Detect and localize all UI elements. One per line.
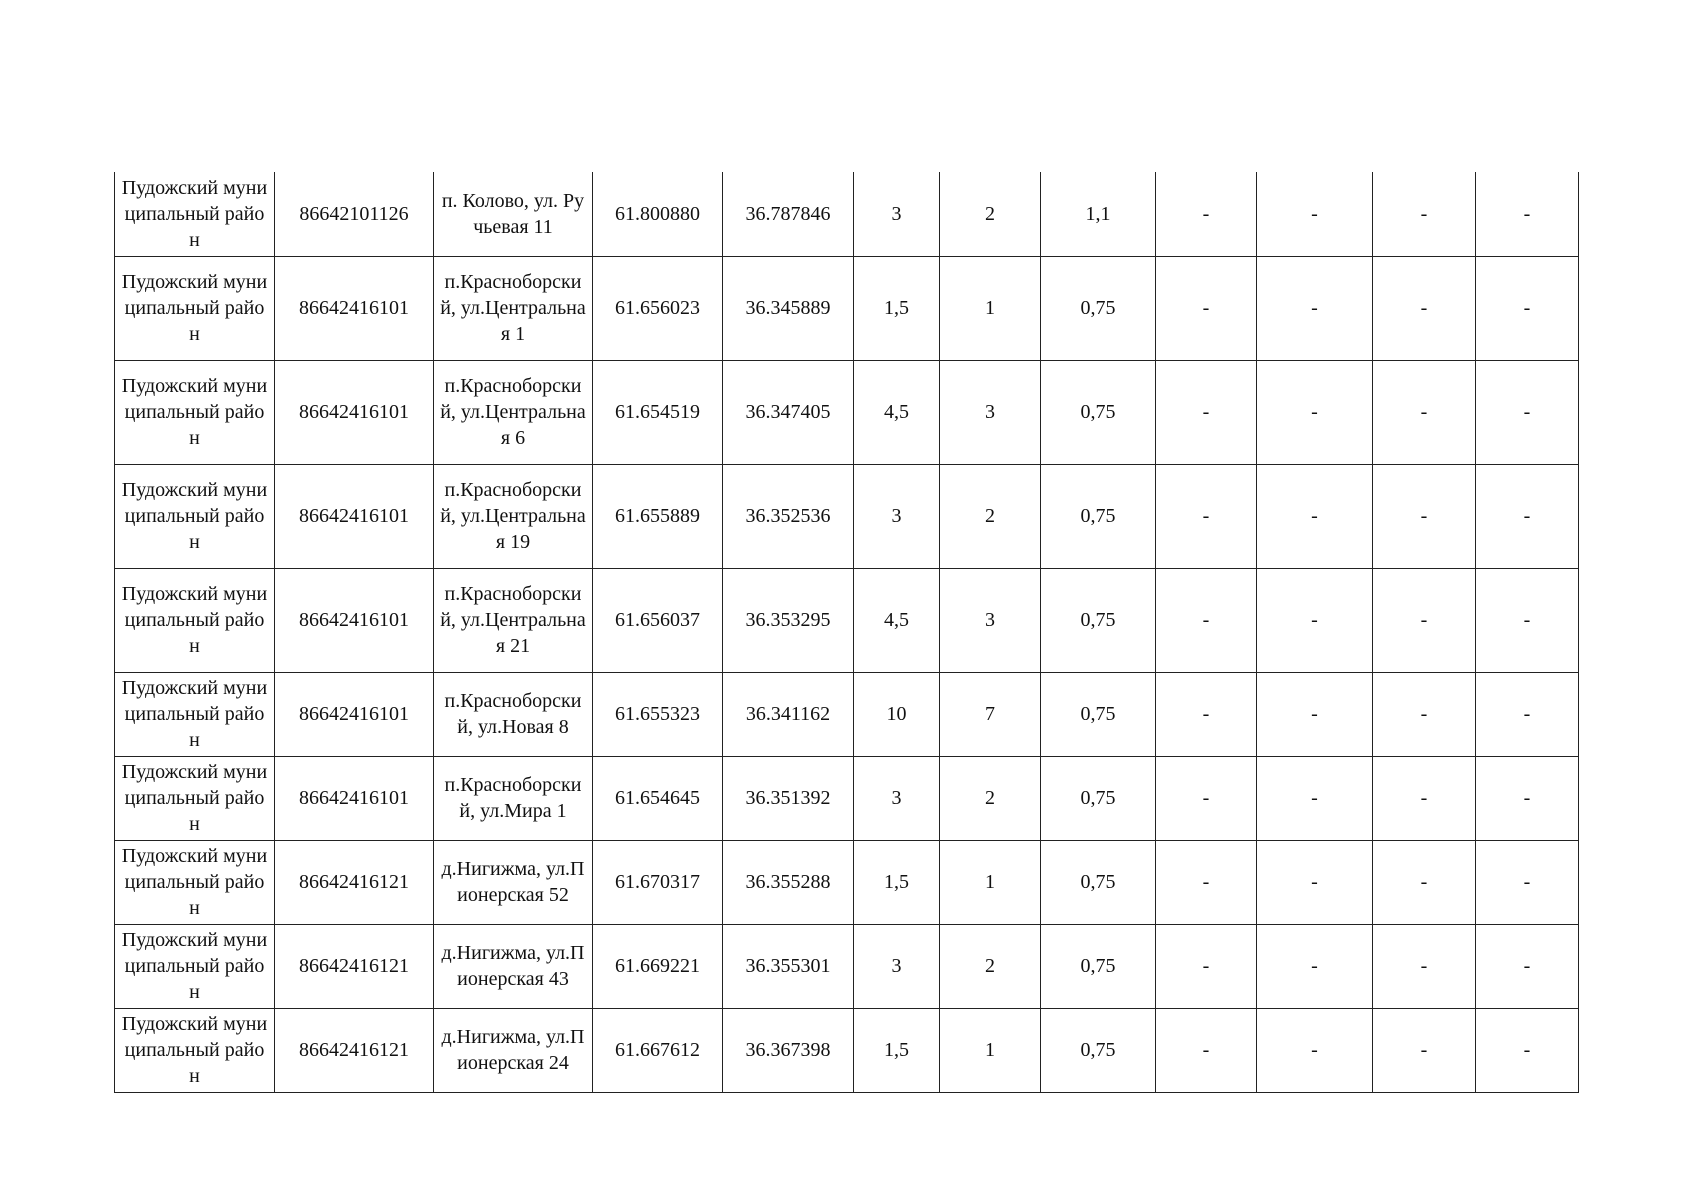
latitude-text: 61.655323 [615,703,700,725]
value-text-12: - [1523,1039,1531,1061]
longitude-cell [723,360,854,464]
longitude-text: 36.351392 [745,787,831,809]
value-text-6: 4,5 [884,609,909,631]
address-cell [434,840,593,924]
value-text-11: - [1420,505,1428,527]
value-cell-6 [854,672,940,756]
value-text-10: - [1311,787,1318,809]
district-cell [115,464,275,568]
address-cell [434,360,593,464]
district-text: Пудожский муниципальный район [121,761,268,835]
oktmo-text: 86642416101 [299,505,409,527]
value-text-6: 3 [891,505,902,527]
value-cell-9 [1156,924,1257,1008]
oktmo-text: 86642416101 [299,703,409,725]
value-text-12: - [1523,787,1531,809]
address-cell [434,672,593,756]
value-text-6: 10 [886,703,907,725]
value-text-7: 7 [985,703,995,725]
value-cell-9 [1156,672,1257,756]
value-text-10: - [1311,202,1318,225]
address-cell [434,756,593,840]
value-cell-8 [1041,924,1156,1008]
value-text-7: 2 [985,505,995,527]
latitude-cell [593,172,723,256]
value-cell-7 [940,568,1041,672]
value-cell-9 [1156,1008,1257,1092]
oktmo-text: 86642101126 [299,202,409,225]
value-text-8: 0,75 [1080,955,1116,977]
value-text-6: 4,5 [884,401,909,423]
value-cell-8 [1041,172,1156,256]
value-text-8: 1,1 [1085,202,1111,225]
value-text-10: - [1311,703,1318,725]
value-text-10: - [1311,1039,1318,1061]
value-cell-11 [1373,924,1476,1008]
latitude-cell [593,672,723,756]
value-cell-10 [1257,360,1373,464]
latitude-text: 61.670317 [615,871,700,893]
address-text: д.Нигижма, ул.Пионерская 24 [441,1026,585,1074]
value-text-10: - [1311,401,1318,423]
value-cell-12 [1476,1008,1579,1092]
value-cell-11 [1373,840,1476,924]
latitude-cell [593,464,723,568]
value-text-7: 1 [985,1039,995,1061]
oktmo-text: 86642416121 [299,1039,409,1061]
value-cell-6 [854,924,940,1008]
value-text-8: 0,75 [1080,297,1116,319]
oktmo-text: 86642416101 [299,787,409,809]
value-text-11: - [1420,609,1428,631]
address-text: п.Красноборский, ул.Новая 8 [444,690,582,738]
value-text-10: - [1311,871,1318,893]
value-cell-6 [854,1008,940,1092]
value-cell-12 [1476,672,1579,756]
value-cell-10 [1257,756,1373,840]
value-text-7: 2 [985,955,995,977]
value-text-6: 3 [891,955,902,977]
value-cell-7 [940,256,1041,360]
value-cell-7 [940,672,1041,756]
value-cell-11 [1373,568,1476,672]
value-cell-6 [854,840,940,924]
value-text-6: 1,5 [884,297,909,319]
value-text-9: - [1202,297,1210,319]
value-cell-11 [1373,172,1476,256]
value-text-9: - [1202,703,1210,725]
value-cell-10 [1257,256,1373,360]
value-cell-12 [1476,756,1579,840]
district-text: Пудожский муниципальный район [121,271,268,345]
longitude-cell [723,840,854,924]
longitude-cell [723,924,854,1008]
value-text-11: - [1420,1039,1428,1061]
value-cell-12 [1476,360,1579,464]
latitude-text: 61.656037 [615,609,700,631]
value-text-12: - [1523,703,1531,725]
value-text-12: - [1523,401,1531,423]
oktmo-cell [275,756,434,840]
value-text-6: 3 [891,787,902,809]
value-cell-8 [1041,1008,1156,1092]
value-text-8: 0,75 [1080,787,1116,809]
value-cell-8 [1041,840,1156,924]
table-row [115,840,1579,924]
value-text-8: 0,75 [1080,401,1116,423]
oktmo-cell [275,172,434,256]
value-cell-6 [854,256,940,360]
longitude-text: 36.353295 [745,609,831,631]
oktmo-cell [275,840,434,924]
district-text: Пудожский муниципальный район [121,583,268,657]
table-row [115,924,1579,1008]
address-text: п.Красноборский, ул.Центральная 6 [440,375,586,449]
value-cell-9 [1156,568,1257,672]
oktmo-cell [275,256,434,360]
value-cell-11 [1373,360,1476,464]
value-text-6: 3 [891,202,902,225]
value-text-12: - [1523,955,1531,977]
value-cell-8 [1041,756,1156,840]
value-text-10: - [1311,297,1318,319]
registry-table [114,172,1579,1093]
value-cell-10 [1257,672,1373,756]
value-cell-12 [1476,568,1579,672]
oktmo-cell [275,1008,434,1092]
value-text-7: 3 [985,401,995,423]
oktmo-cell [275,672,434,756]
district-text: Пудожский муниципальный район [121,375,268,449]
longitude-text: 36.367398 [745,1039,831,1061]
table-row [115,568,1579,672]
value-text-11: - [1420,871,1428,893]
value-text-10: - [1311,955,1318,977]
value-cell-8 [1041,672,1156,756]
value-cell-12 [1476,172,1579,256]
value-cell-12 [1476,840,1579,924]
value-text-12: - [1523,505,1531,527]
value-text-9: - [1202,609,1210,631]
value-text-10: - [1311,609,1318,631]
address-text: п.Красноборский, ул.Мира 1 [444,774,582,822]
value-text-8: 0,75 [1080,505,1116,527]
value-cell-10 [1257,924,1373,1008]
value-text-11: - [1420,955,1428,977]
longitude-cell [723,756,854,840]
value-cell-9 [1156,840,1257,924]
value-text-8: 0,75 [1080,871,1116,893]
value-text-11: - [1420,202,1428,225]
table-row [115,1008,1579,1092]
latitude-text: 61.800880 [615,202,700,225]
district-cell [115,256,275,360]
table-row [115,360,1579,464]
district-cell [115,1008,275,1092]
value-text-9: - [1202,505,1210,527]
value-cell-6 [854,360,940,464]
value-text-11: - [1420,787,1428,809]
value-cell-11 [1373,1008,1476,1092]
latitude-cell [593,568,723,672]
latitude-cell [593,756,723,840]
value-text-6: 1,5 [884,871,909,893]
longitude-text: 36.345889 [745,297,831,319]
value-cell-12 [1476,464,1579,568]
district-text: Пудожский муниципальный район [121,677,268,751]
table-row [115,464,1579,568]
district-cell [115,172,275,256]
oktmo-text: 86642416121 [299,955,409,977]
oktmo-cell [275,568,434,672]
value-text-12: - [1523,609,1531,631]
value-text-9: - [1202,401,1210,423]
value-cell-8 [1041,568,1156,672]
longitude-cell [723,1008,854,1092]
table-body [115,172,1579,1092]
value-text-7: 3 [985,609,995,631]
longitude-cell [723,172,854,256]
district-text: Пудожский муниципальный район [121,479,268,553]
district-text: Пудожский муниципальный район [121,929,268,1003]
oktmo-cell [275,464,434,568]
district-cell [115,756,275,840]
address-cell [434,172,593,256]
district-text: Пудожский муниципальный район [121,845,268,919]
value-cell-6 [854,756,940,840]
address-cell [434,1008,593,1092]
address-text: п.Красноборский, ул.Центральная 19 [440,479,586,553]
district-cell [115,840,275,924]
latitude-cell [593,1008,723,1092]
oktmo-cell [275,924,434,1008]
value-text-9: - [1202,202,1210,225]
value-cell-7 [940,172,1041,256]
value-text-7: 1 [985,871,995,893]
value-text-12: - [1523,871,1531,893]
district-text: Пудожский муниципальный район [121,176,268,251]
value-text-8: 0,75 [1080,609,1116,631]
table-row [115,672,1579,756]
value-text-12: - [1523,202,1531,225]
district-cell [115,568,275,672]
value-cell-11 [1373,756,1476,840]
address-cell [434,568,593,672]
value-cell-8 [1041,256,1156,360]
address-text: п.Красноборский, ул.Центральная 21 [440,583,586,657]
value-cell-12 [1476,924,1579,1008]
value-cell-10 [1257,1008,1373,1092]
address-text: д.Нигижма, ул.Пионерская 43 [441,942,585,990]
latitude-cell [593,924,723,1008]
table-row [115,172,1579,256]
latitude-cell [593,256,723,360]
address-text: п.Красноборский, ул.Центральная 1 [440,271,586,345]
district-text: Пудожский муниципальный район [121,1013,268,1087]
value-cell-11 [1373,464,1476,568]
longitude-text: 36.787846 [745,202,831,225]
longitude-cell [723,256,854,360]
oktmo-text: 86642416101 [299,401,409,423]
oktmo-text: 86642416101 [299,297,409,319]
address-cell [434,256,593,360]
address-cell [434,464,593,568]
value-text-12: - [1523,297,1531,319]
latitude-text: 61.654519 [615,401,700,423]
longitude-cell [723,464,854,568]
value-cell-9 [1156,256,1257,360]
district-cell [115,672,275,756]
value-cell-6 [854,568,940,672]
value-cell-7 [940,360,1041,464]
longitude-text: 36.347405 [745,401,831,423]
district-cell [115,924,275,1008]
table-row [115,756,1579,840]
table-row [115,256,1579,360]
latitude-cell [593,360,723,464]
latitude-text: 61.655889 [615,505,700,527]
value-cell-12 [1476,256,1579,360]
latitude-cell [593,840,723,924]
address-text: д.Нигижма, ул.Пионерская 52 [441,858,585,906]
district-cell [115,360,275,464]
value-cell-10 [1257,464,1373,568]
value-cell-7 [940,756,1041,840]
value-cell-9 [1156,464,1257,568]
value-cell-9 [1156,172,1257,256]
longitude-cell [723,672,854,756]
value-cell-7 [940,1008,1041,1092]
value-text-9: - [1202,1039,1210,1061]
longitude-text: 36.355301 [745,955,831,977]
value-cell-10 [1257,568,1373,672]
value-text-10: - [1311,505,1318,527]
value-text-7: 2 [985,787,995,809]
latitude-text: 61.669221 [615,955,700,977]
value-cell-7 [940,840,1041,924]
value-text-11: - [1420,401,1428,423]
address-cell [434,924,593,1008]
value-cell-10 [1257,840,1373,924]
value-text-11: - [1420,703,1428,725]
value-cell-7 [940,464,1041,568]
value-text-9: - [1202,871,1210,893]
oktmo-text: 86642416121 [299,871,409,893]
value-text-9: - [1202,787,1210,809]
value-cell-10 [1257,172,1373,256]
oktmo-cell [275,360,434,464]
value-text-11: - [1420,297,1428,319]
oktmo-text: 86642416101 [299,609,409,631]
latitude-text: 61.654645 [615,787,700,809]
value-text-6: 1,5 [884,1039,909,1061]
value-cell-6 [854,172,940,256]
value-cell-9 [1156,756,1257,840]
value-cell-11 [1373,672,1476,756]
value-text-9: - [1202,955,1210,977]
value-text-8: 0,75 [1080,703,1116,725]
value-cell-8 [1041,360,1156,464]
value-text-7: 1 [985,297,995,319]
longitude-cell [723,568,854,672]
address-text: п. Колово, ул. Ручьевая 11 [441,189,585,238]
latitude-text: 61.656023 [615,297,700,319]
longitude-text: 36.355288 [745,871,831,893]
value-cell-8 [1041,464,1156,568]
latitude-text: 61.667612 [615,1039,700,1061]
value-cell-6 [854,464,940,568]
value-cell-11 [1373,256,1476,360]
longitude-text: 36.352536 [745,505,831,527]
value-cell-9 [1156,360,1257,464]
longitude-text: 36.341162 [745,703,831,725]
value-cell-7 [940,924,1041,1008]
value-text-8: 0,75 [1080,1039,1116,1061]
value-text-7: 2 [985,202,995,225]
